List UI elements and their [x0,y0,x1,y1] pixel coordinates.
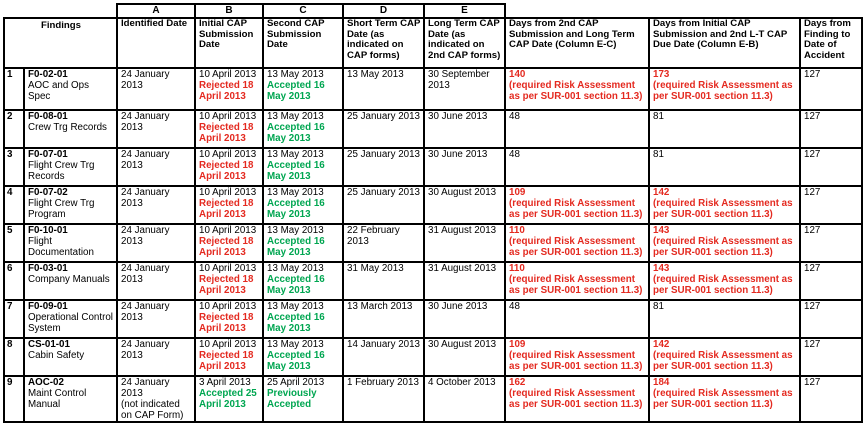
table-row [4,262,862,300]
second-cap-cell: 13 May 2013 Accepted 16 May 2013 [263,110,343,148]
header-days-ec: Days from 2nd CAP Submission and Long Term CAP Date (Column E-C) [505,18,649,68]
header-days-eb: Days from Initial CAP Submission and 2nd L-T CAP Due Date (Column E-B) [649,18,800,68]
finding-name: Flight Crew Trg Program [28,198,95,220]
column-letter-b: B [195,4,263,18]
initial-cap-cell: 10 April 2013 Rejected 18 April 2013 [195,338,263,376]
identified-date-cell: 24 January 2013 [117,300,195,338]
letter-spacer-right [505,4,862,18]
second-cap-cell: 13 May 2013 Accepted 16 May 2013 [263,148,343,186]
identified-date-cell: 24 January 2013 [117,224,195,262]
identified-date-cell: 24 January 2013 [117,186,195,224]
header-days-accident: Days from Finding to Date of Accident [800,18,862,68]
initial-cap-cell: 3 April 2013 Accepted 25 April 2013 [195,376,263,422]
initial-cap-cell: 10 April 2013 Rejected 18 April 2013 [195,110,263,148]
long-term-cell: 4 October 2013 [424,376,505,422]
days-ec-cell: 48 [505,148,649,186]
long-term-cell: 31 August 2013 [424,224,505,262]
short-term-cell: 13 March 2013 [343,300,424,338]
table-row [4,224,862,262]
finding-code: F0-07-01 [28,149,68,160]
initial-cap-cell: 10 April 2013 Rejected 18 April 2013 [195,68,263,110]
second-cap-cell: 25 April 2013 Previously Accepted [263,376,343,422]
row-number: 7 [4,300,24,338]
second-cap-cell: 13 May 2013 Accepted 16 May 2013 [263,224,343,262]
initial-cap-status: Rejected 18 April 2013 [199,350,254,372]
finding-cell [24,110,117,148]
second-cap-status: Accepted 16 May 2013 [267,236,325,258]
table-row [4,376,862,422]
days-eb-cell: 143 (required Risk Assessment as per SUR-001 section 11.3) [649,224,800,262]
finding-name: Cabin Safety [28,350,85,361]
days-eb-cell: 81 [649,148,800,186]
column-letter-a: A [117,4,195,18]
short-term-cell: 25 January 2013 [343,110,424,148]
finding-code: F0-08-01 [28,111,68,122]
initial-cap-cell: 10 April 2013 Rejected 18 April 2013 [195,300,263,338]
finding-cell [24,300,117,338]
finding-code: F0-09-01 [28,301,68,312]
second-cap-cell: 13 May 2013 Accepted 16 May 2013 [263,186,343,224]
finding-cell [24,338,117,376]
short-term-cell: 31 May 2013 [343,262,424,300]
second-cap-status: Accepted 16 May 2013 [267,122,325,144]
table-row [4,338,862,376]
days-ec-cell: 48 [505,300,649,338]
days-ec-cell: 162 (required Risk Assessment as per SUR-001 section 11.3) [505,376,649,422]
finding-name: Flight Documentation [28,236,94,258]
days-eb-cell: 173 (required Risk Assessment as per SUR-001 section 11.3) [649,68,800,110]
column-letter-e: E [424,4,505,18]
row-number: 5 [4,224,24,262]
header-long-term: Long Term CAP Date (as indicated on 2nd CAP forms) [424,18,505,68]
second-cap-cell: 13 May 2013 Accepted 16 May 2013 [263,338,343,376]
days-accident-cell: 127 [800,262,862,300]
days-accident-cell: 127 [800,186,862,224]
finding-cell [24,148,117,186]
initial-cap-cell: 10 April 2013 Rejected 18 April 2013 [195,224,263,262]
letter-spacer-left [4,4,117,18]
days-accident-cell: 127 [800,300,862,338]
short-term-cell: 22 February 2013 [343,224,424,262]
finding-code: F0-03-01 [28,263,68,274]
days-ec-cell: 109 (required Risk Assessment as per SUR-001 section 11.3) [505,186,649,224]
header-row [4,18,862,68]
header-findings: Findings [4,18,117,68]
findings-cap-table [3,3,863,423]
finding-name: Flight Crew Trg Records [28,160,95,182]
finding-name: Crew Trg Records [28,122,107,133]
days-eb-cell: 81 [649,300,800,338]
initial-cap-status: Rejected 18 April 2013 [199,198,254,220]
row-number: 8 [4,338,24,376]
table-row [4,186,862,224]
finding-code: F0-02-01 [28,69,68,80]
table-row [4,300,862,338]
initial-cap-cell: 10 April 2013 Rejected 18 April 2013 [195,186,263,224]
table-row [4,68,862,110]
header-second-cap: Second CAP Submission Date [263,18,343,68]
short-term-cell: 13 May 2013 [343,68,424,110]
initial-cap-status: Rejected 18 April 2013 [199,122,254,144]
finding-code: F0-10-01 [28,225,68,236]
short-term-cell: 1 February 2013 [343,376,424,422]
header-initial-cap: Initial CAP Submission Date [195,18,263,68]
days-eb-cell: 81 [649,110,800,148]
long-term-cell: 30 September 2013 [424,68,505,110]
finding-name: Operational Control System [28,312,113,334]
second-cap-cell: 13 May 2013 Accepted 16 May 2013 [263,262,343,300]
second-cap-status: Accepted 16 May 2013 [267,350,325,372]
row-number: 3 [4,148,24,186]
long-term-cell: 30 June 2013 [424,110,505,148]
second-cap-status: Accepted 16 May 2013 [267,274,325,296]
days-eb-cell: 184 (required Risk Assessment as per SUR-001 section 11.3) [649,376,800,422]
finding-name: AOC and Ops Spec [28,80,89,102]
finding-cell [24,68,117,110]
row-number: 2 [4,110,24,148]
initial-cap-status: Rejected 18 April 2013 [199,80,254,102]
finding-name: Maint Control Manual [28,388,87,410]
finding-cell [24,262,117,300]
second-cap-status: Accepted 16 May 2013 [267,80,325,102]
column-letter-row [4,4,862,18]
days-ec-cell: 48 [505,110,649,148]
days-ec-cell: 109 (required Risk Assessment as per SUR-001 section 11.3) [505,338,649,376]
finding-code: CS-01-01 [28,339,70,350]
short-term-cell: 14 January 2013 [343,338,424,376]
second-cap-status: Accepted 16 May 2013 [267,160,325,182]
long-term-cell: 30 August 2013 [424,186,505,224]
days-ec-cell: 110 (required Risk Assessment as per SUR-001 section 11.3) [505,262,649,300]
identified-date-cell: 24 January 2013 [117,148,195,186]
row-number: 9 [4,376,24,422]
finding-cell [24,376,117,422]
second-cap-cell: 13 May 2013 Accepted 16 May 2013 [263,300,343,338]
long-term-cell: 30 June 2013 [424,300,505,338]
days-eb-cell: 143 (required Risk Assessment as per SUR-001 section 11.3) [649,262,800,300]
table-row [4,148,862,186]
days-accident-cell: 127 [800,110,862,148]
initial-cap-status: Accepted 25 April 2013 [199,388,257,410]
days-accident-cell: 127 [800,376,862,422]
days-ec-cell: 140 (required Risk Assessment as per SUR-001 section 11.3) [505,68,649,110]
initial-cap-status: Rejected 18 April 2013 [199,160,254,182]
identified-date-cell: 24 January 2013 (not indicated on CAP Form) [117,376,195,422]
days-accident-cell: 127 [800,338,862,376]
row-number: 1 [4,68,24,110]
identified-date-cell: 24 January 2013 [117,262,195,300]
second-cap-status: Previously Accepted [267,388,317,410]
finding-cell [24,186,117,224]
long-term-cell: 30 August 2013 [424,338,505,376]
header-identified-date: Identified Date [117,18,195,68]
days-eb-cell: 142 (required Risk Assessment as per SUR-001 section 11.3) [649,186,800,224]
header-short-term: Short Term CAP Date (as indicated on CAP forms) [343,18,424,68]
long-term-cell: 31 August 2013 [424,262,505,300]
days-eb-cell: 142 (required Risk Assessment as per SUR-001 section 11.3) [649,338,800,376]
row-number: 4 [4,186,24,224]
initial-cap-status: Rejected 18 April 2013 [199,312,254,334]
days-accident-cell: 127 [800,148,862,186]
second-cap-cell: 13 May 2013 Accepted 16 May 2013 [263,68,343,110]
identified-date-cell: 24 January 2013 [117,110,195,148]
row-number: 6 [4,262,24,300]
finding-cell [24,224,117,262]
initial-cap-cell: 10 April 2013 Rejected 18 April 2013 [195,262,263,300]
finding-name: Company Manuals [28,274,110,285]
days-ec-cell: 110 (required Risk Assessment as per SUR-001 section 11.3) [505,224,649,262]
short-term-cell: 25 January 2013 [343,148,424,186]
identified-date-cell: 24 January 2013 [117,338,195,376]
column-letter-c: C [263,4,343,18]
short-term-cell: 25 January 2013 [343,186,424,224]
finding-code: AOC-02 [28,377,64,388]
initial-cap-status: Rejected 18 April 2013 [199,274,254,296]
days-accident-cell: 127 [800,68,862,110]
days-accident-cell: 127 [800,224,862,262]
initial-cap-status: Rejected 18 April 2013 [199,236,254,258]
second-cap-status: Accepted 16 May 2013 [267,198,325,220]
initial-cap-cell: 10 April 2013 Rejected 18 April 2013 [195,148,263,186]
long-term-cell: 30 June 2013 [424,148,505,186]
table-row [4,110,862,148]
identified-date-cell: 24 January 2013 [117,68,195,110]
finding-code: F0-07-02 [28,187,68,198]
second-cap-status: Accepted 16 May 2013 [267,312,325,334]
column-letter-d: D [343,4,424,18]
